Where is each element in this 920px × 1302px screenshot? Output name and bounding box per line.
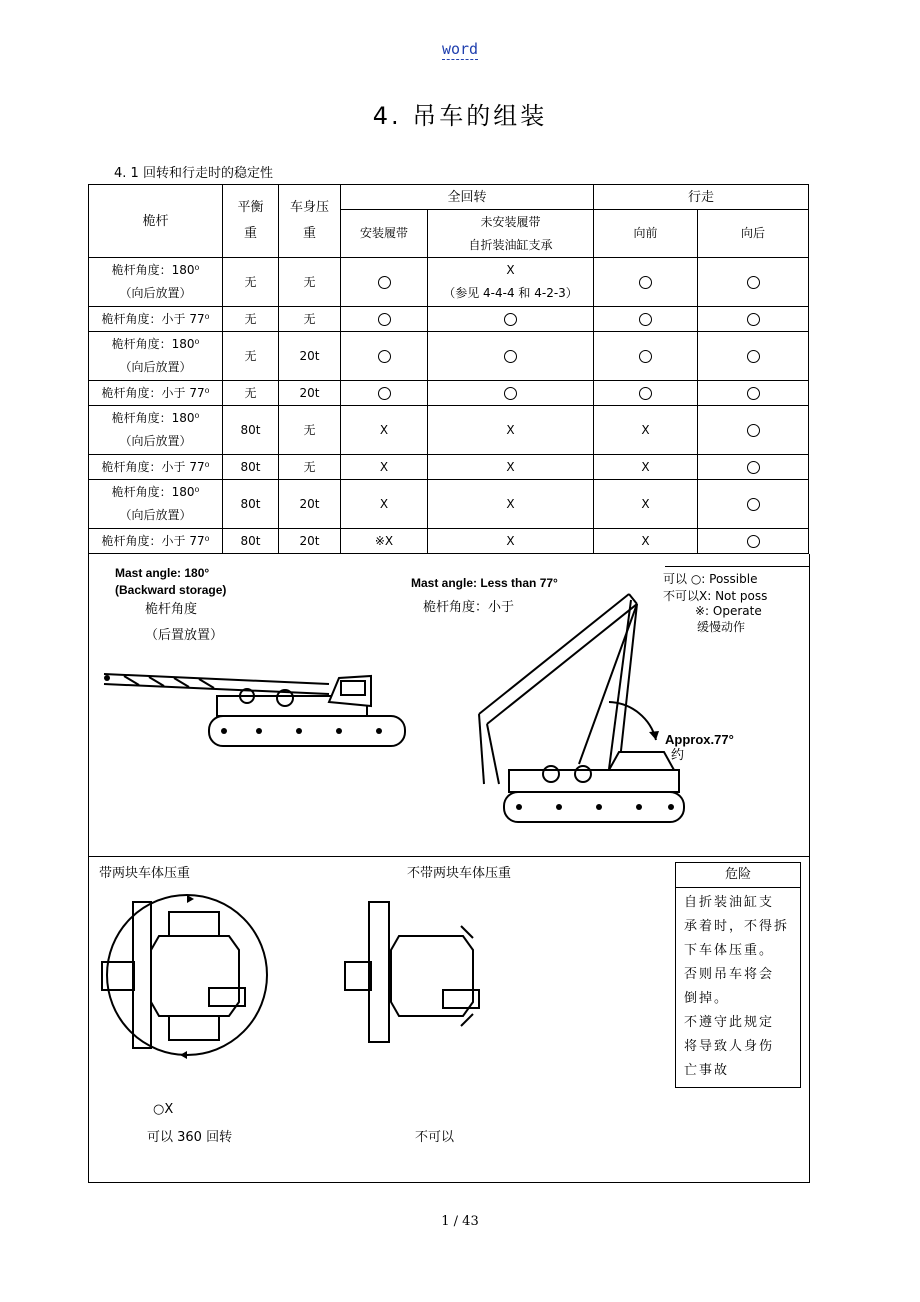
left-storage-cn: （后置放置） [145, 628, 224, 643]
table-row [89, 529, 809, 554]
travel-forward-cell [594, 307, 698, 332]
header-without-crawler: 未安装履带 自折装油缸支承 [428, 210, 594, 258]
circle-possible-icon [747, 387, 760, 400]
table-row [89, 381, 809, 406]
swing-360-caption: 可以 360 回转 [147, 1130, 233, 1145]
table-row [89, 307, 809, 332]
counterweight-cell: 无 [223, 381, 279, 406]
circle-possible-icon [747, 424, 760, 437]
stability-table [88, 184, 809, 554]
carbody-weight-cell: 无 [279, 258, 341, 307]
swing-without-crawler-cell: X （参见 4-4-4 和 4-2-3） [428, 258, 594, 307]
travel-backward-cell [698, 307, 809, 332]
travel-forward-cell: X [594, 529, 698, 554]
counterweight-cell: 无 [223, 332, 279, 381]
travel-forward-cell: X [594, 455, 698, 480]
circle-possible-icon [639, 276, 652, 289]
header-carbody: 车身压重 [279, 185, 341, 258]
travel-forward-cell: X [594, 480, 698, 529]
header-full-swing: 全回转 [341, 185, 594, 210]
danger-line: 不遵守此规定 [684, 1015, 775, 1030]
circle-possible-icon [747, 498, 760, 511]
circle-possible-icon [378, 387, 391, 400]
table-row [89, 258, 809, 307]
danger-line: 承着时，不得拆 [684, 919, 790, 934]
circle-possible-icon [504, 350, 517, 363]
table-row [89, 480, 809, 529]
approx-angle-en: Approx.77° [665, 732, 734, 747]
travel-backward-cell [698, 332, 809, 381]
swing-without-crawler-cell [428, 381, 594, 406]
mast-angle-cell: 桅杆角度：180⁰ （向后放置） [89, 258, 223, 307]
mast-angle-cell: 桅杆角度：180⁰ （向后放置） [89, 406, 223, 455]
table-row [89, 332, 809, 381]
without-carbody-caption: 不带两块车体压重 [407, 866, 512, 881]
counterweight-cell: 无 [223, 258, 279, 307]
swing-with-crawler-cell: X [341, 455, 428, 480]
danger-title: 危险 [676, 863, 800, 888]
mast-angle-cell: 桅杆角度：180⁰ （向后放置） [89, 332, 223, 381]
approx-angle-cn: 约 [671, 748, 685, 763]
header-travel: 行走 [594, 185, 809, 210]
travel-forward-cell [594, 381, 698, 406]
header-forward: 向前 [594, 210, 698, 258]
carbody-weight-cell: 无 [279, 455, 341, 480]
carbody-weight-cell: 20t [279, 332, 341, 381]
travel-backward-cell [698, 406, 809, 455]
header-with-crawler: 安装履带 [341, 210, 428, 258]
danger-line: 否则吊车将会 [684, 967, 775, 982]
page-number: 1 / 43 [441, 1214, 479, 1229]
table-row [89, 455, 809, 480]
circle-possible-icon [504, 313, 517, 326]
right-mast-angle-en: Mast angle: Less than 77° [411, 576, 558, 590]
left-storage-en: (Backward storage) [115, 583, 227, 597]
swing-with-crawler-cell [341, 307, 428, 332]
counterweight-cell: 80t [223, 480, 279, 529]
travel-backward-cell [698, 258, 809, 307]
swing-without-crawler-cell: X [428, 529, 594, 554]
carbody-weight-cell: 20t [279, 381, 341, 406]
circle-possible-icon [639, 313, 652, 326]
page-title: 4. 吊车的组装 [372, 102, 548, 130]
right-mast-angle-cn: 桅杆角度：小于 [423, 600, 515, 615]
swing-without-crawler-cell [428, 307, 594, 332]
danger-line: 倒掉。 [684, 991, 730, 1006]
carbody-weight-cell: 无 [279, 307, 341, 332]
swing-without-crawler-cell: X [428, 480, 594, 529]
danger-body [676, 888, 800, 1087]
mast-angle-cell: 桅杆角度：小于 77⁰ [89, 529, 223, 554]
circle-possible-icon [747, 535, 760, 548]
word-header-link[interactable]: word [441, 40, 479, 58]
counterweight-cell: 80t [223, 455, 279, 480]
travel-forward-cell [594, 258, 698, 307]
circle-possible-icon [378, 313, 391, 326]
swing-without-crawler-cell [428, 332, 594, 381]
header-mast: 桅杆 [89, 185, 223, 258]
travel-backward-cell [698, 529, 809, 554]
mast-angle-cell: 桅杆角度：180⁰ （向后放置） [89, 480, 223, 529]
circle-possible-icon [747, 313, 760, 326]
danger-line: 下车体压重。 [684, 943, 775, 958]
danger-line: 自折装油缸支 [684, 895, 775, 910]
counterweight-cell: 80t [223, 406, 279, 455]
legend-operate: ※: Operate [695, 604, 762, 618]
left-mast-angle-cn: 桅杆角度 [145, 602, 198, 617]
circle-possible-icon [747, 350, 760, 363]
danger-warning-box [675, 862, 801, 1088]
swing-with-crawler-cell: X [341, 406, 428, 455]
swing-with-crawler-cell: ※X [341, 529, 428, 554]
swing-with-crawler-cell: X [341, 480, 428, 529]
carbody-weight-cell: 20t [279, 529, 341, 554]
danger-line: 亡事故 [684, 1063, 730, 1078]
left-mast-angle-en: Mast angle: 180° [115, 566, 210, 580]
header-backward: 向后 [698, 210, 809, 258]
carbody-weight-figure-box [88, 856, 810, 1183]
circle-possible-icon [639, 350, 652, 363]
crane-boom-raised-drawing [459, 584, 689, 834]
swing-without-crawler-cell: X [428, 455, 594, 480]
circle-possible-icon [639, 387, 652, 400]
table-row [89, 406, 809, 455]
circle-possible-icon [378, 276, 391, 289]
not-possible-caption: 不可以 [415, 1130, 455, 1145]
circle-possible-icon [378, 350, 391, 363]
legend-slow: 缓慢动作 [697, 620, 746, 634]
mast-angle-cell: 桅杆角度：小于 77⁰ [89, 381, 223, 406]
travel-backward-cell [698, 480, 809, 529]
crane-boom-backward-drawing [99, 654, 419, 754]
travel-forward-cell: X [594, 406, 698, 455]
possible-marks: ○X [153, 1102, 174, 1117]
legend-possible: 可以 ○: Possible [663, 572, 758, 586]
travel-backward-cell [698, 455, 809, 480]
crane-figure-box [88, 554, 810, 857]
swing-with-crawler-cell [341, 258, 428, 307]
carbody-weight-cell: 无 [279, 406, 341, 455]
header-counterweight: 平衡重 [223, 185, 279, 258]
carbody-with-weights-drawing [99, 890, 299, 1060]
circle-possible-icon [747, 276, 760, 289]
carbody-weight-cell: 20t [279, 480, 341, 529]
legend-not-possible: 不可以X: Not poss [663, 589, 768, 603]
mast-angle-cell: 桅杆角度：小于 77⁰ [89, 307, 223, 332]
swing-without-crawler-cell: X [428, 406, 594, 455]
counterweight-cell: 无 [223, 307, 279, 332]
section-title: 4. 1 回转和行走时的稳定性 [114, 166, 273, 181]
counterweight-cell: 80t [223, 529, 279, 554]
with-carbody-caption: 带两块车体压重 [99, 866, 191, 881]
circle-possible-icon [747, 461, 760, 474]
swing-with-crawler-cell [341, 332, 428, 381]
travel-backward-cell [698, 381, 809, 406]
circle-possible-icon [504, 387, 517, 400]
carbody-without-weights-drawing [343, 890, 503, 1050]
travel-forward-cell [594, 332, 698, 381]
danger-line: 将导致人身伤 [684, 1039, 775, 1054]
swing-with-crawler-cell [341, 381, 428, 406]
mast-angle-cell: 桅杆角度：小于 77⁰ [89, 455, 223, 480]
